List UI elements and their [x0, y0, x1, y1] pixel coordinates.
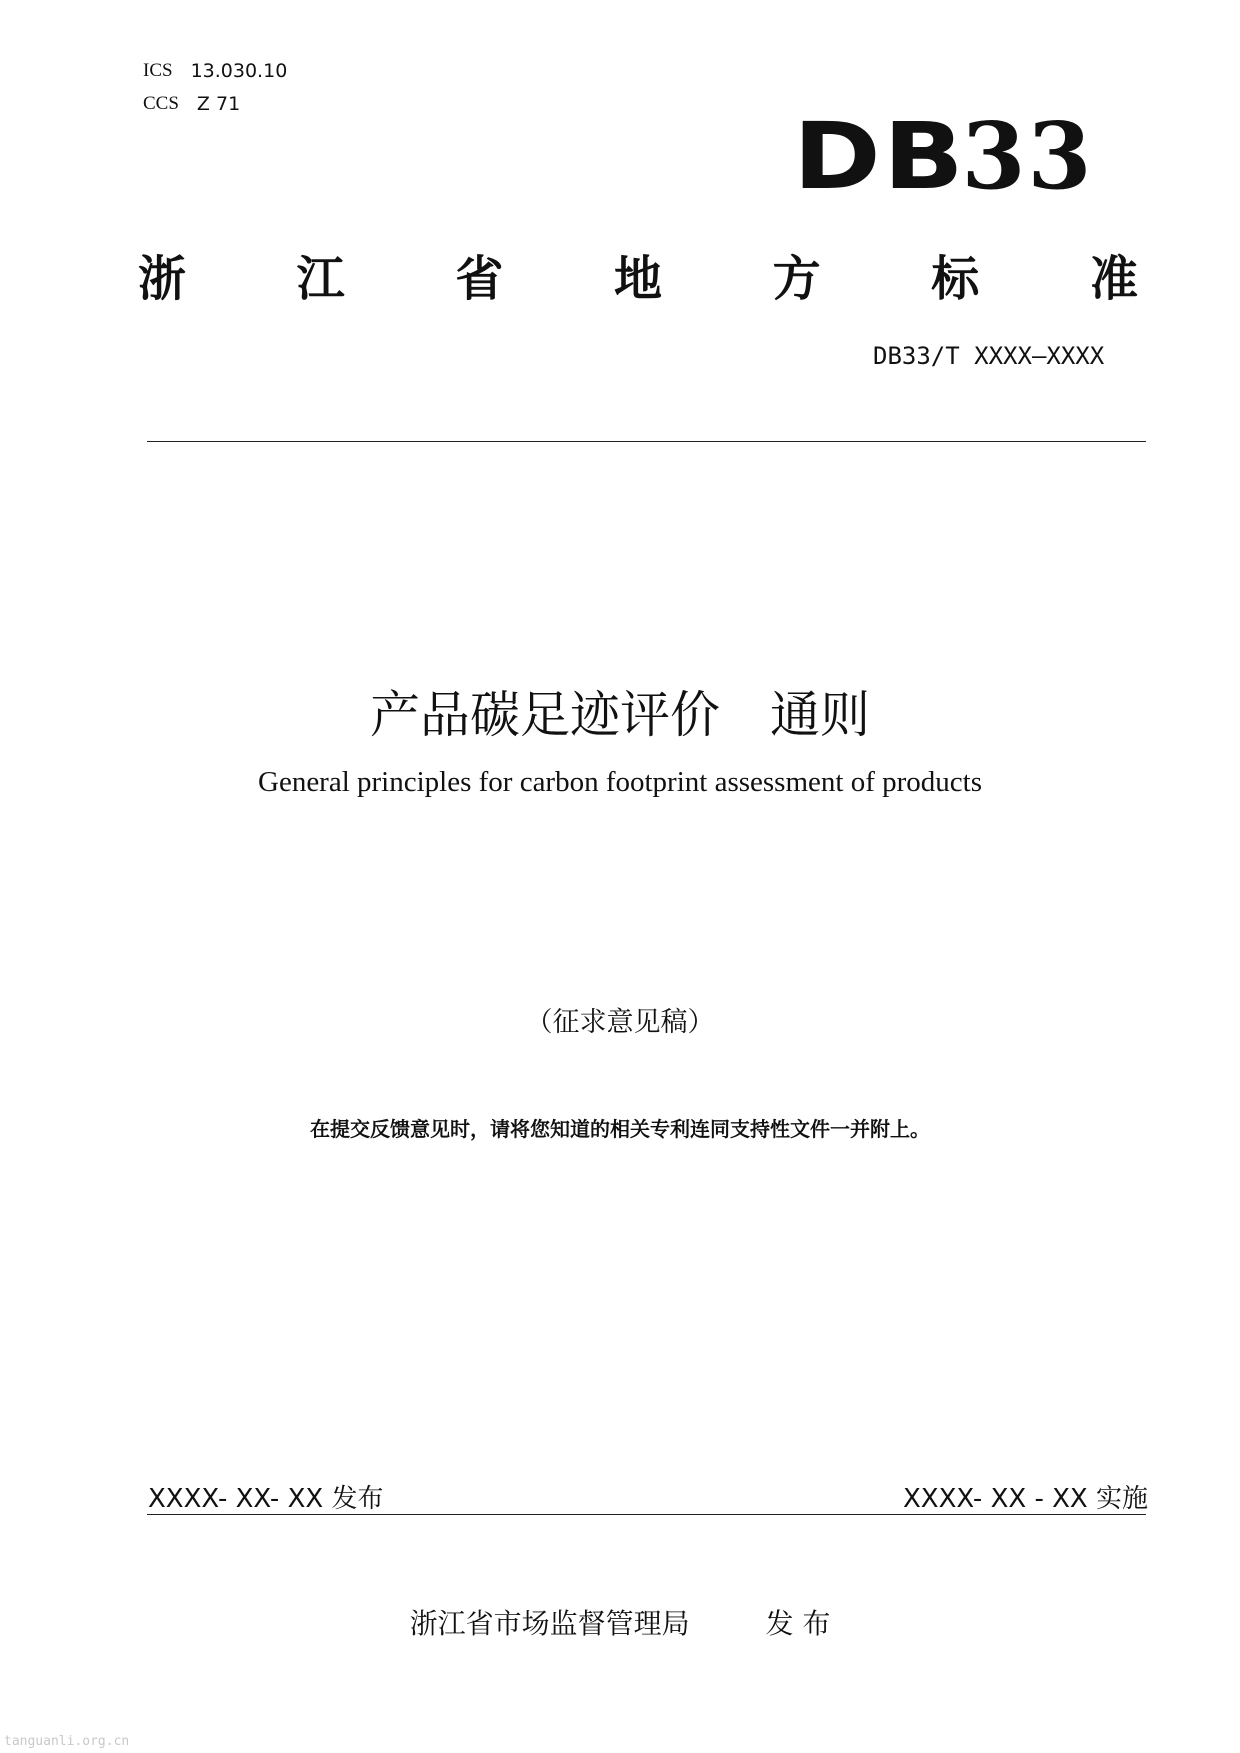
standard-title-char: 省: [455, 251, 504, 307]
document-title-en: General principles for carbon footprint assessment of products: [258, 766, 982, 798]
logo-number: 33: [961, 102, 1094, 210]
ics-label: ICS: [143, 60, 173, 81]
standard-type-title: [138, 240, 1138, 309]
ics-row: [143, 60, 287, 82]
logo-letters: DB: [793, 103, 967, 210]
top-divider: [147, 441, 1146, 442]
issue-date: XXXX- XX- XX 发布: [148, 1484, 384, 1514]
publisher-line: [0, 1602, 1240, 1642]
draft-status: （征求意见稿）: [525, 1007, 715, 1038]
implementation-date: XXXX- XX - XX 实施: [902, 1484, 1148, 1514]
ics-code: 13.030.10: [190, 60, 288, 82]
patent-note: 在提交反馈意见时，请将您知道的相关专利连同支持性文件一并附上。: [310, 1117, 930, 1141]
document-title-cn: 产品碳足迹评价 通则: [370, 686, 870, 744]
publisher-org: 浙江省市场监督管理局: [409, 1607, 690, 1640]
bottom-divider: [147, 1514, 1146, 1515]
ccs-row: [143, 93, 240, 115]
db33-logo: [793, 102, 1094, 210]
standard-title-char: 标: [931, 251, 980, 307]
standard-code: DB33/T XXXX—XXXX: [873, 342, 1105, 370]
standard-title-char: 江: [296, 251, 345, 307]
watermark-text: tanguanli.org.cn: [4, 1734, 130, 1749]
ccs-label: CCS: [143, 93, 179, 114]
ccs-code: Z 71: [196, 93, 241, 115]
standard-title-char: 方: [772, 251, 821, 307]
standard-title-char: 准: [1089, 251, 1138, 307]
publisher-action: 发 布: [765, 1607, 831, 1640]
standard-title-char: 浙: [138, 251, 187, 307]
standard-title-char: 地: [613, 251, 662, 307]
